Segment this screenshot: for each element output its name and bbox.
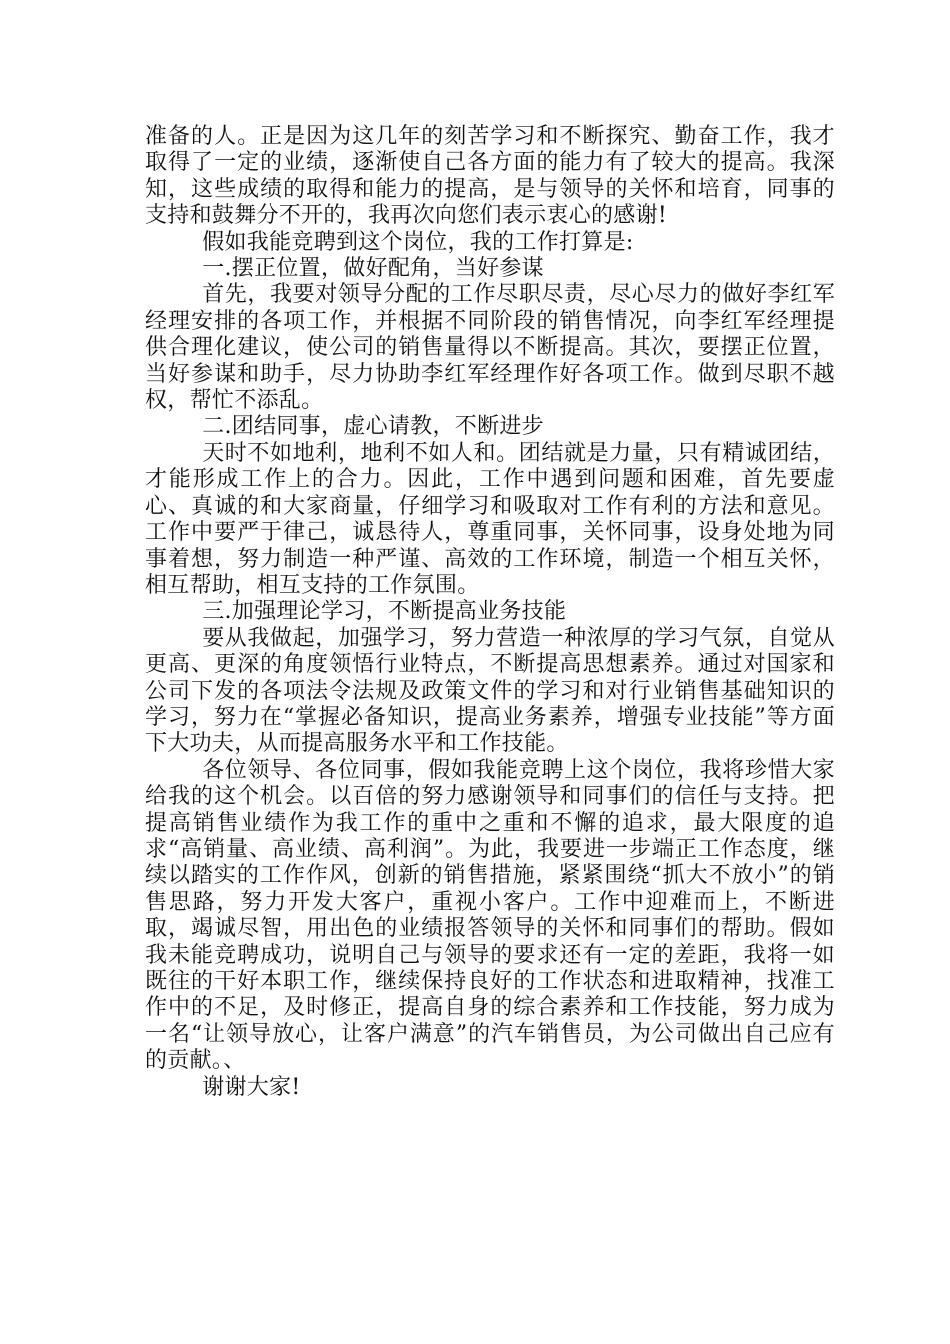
paragraph-thanks: 谢谢大家!: [202, 1074, 301, 1100]
section-heading-1: 一.摆正位置，做好配角，当好参谋: [202, 256, 544, 282]
paragraph-intro: 准备的人。正是因为这几年的刻苦学习和不断探究、勤奋工作，我才取得了一定的业绩，逐渐使自己各方面的能力有了较大的提高。我深知，这些成绩的取得和能力的提高，是与领导的关怀和培育，同事的支持和鼓舞分不开的，我再次向您们表示衷心的感谢!: [145, 124, 835, 229]
paragraph-section-3: 要从我做起，加强学习，努力营造一种浓厚的学习气氛，自觉从更高、更深的角度领悟行业特点，不断提高思想素养。通过对国家和公司下发的各项法令法规及政策文件的学习和对行业销售基础知识的学习，努力在“掌握必备知识，提高业务素养，增强专业技能”等方面下大功夫，从而提高服务水平和工作技能。: [145, 625, 835, 757]
paragraph-section-2: 天时不如地利，地利不如人和。团结就是力量，只有精诚团结，才能形成工作上的合力。因此，工作中遇到问题和困难，首先要虚心、真诚的和大家商量，仔细学习和吸取对工作有利的方法和意见。工作中要严于律己，诚恳待人，尊重同事，关怀同事，设身处地为同事着想，努力制造一种严谨、高效的工作环境，制造一个相互关怀，相互帮助，相互支持的工作氛围。: [145, 440, 835, 598]
section-heading-3: 三.加强理论学习，不断提高业务技能: [202, 599, 567, 625]
paragraph-conclusion: 各位领导、各位同事，假如我能竞聘上这个岗位，我将珍惜大家给我的这个机会。以百倍的努力感谢领导和同事们的信任与支持。把提高销售业绩作为我工作的重中之重和不懈的追求，最大限度的追求“高销量、高业绩、高利润”。为此，我要进一步端正工作态度，继续以踏实的工作作风，创新的销售措施，紧紧围绕“抓大不放小”的销售思路，努力开发大客户，重视小客户。工作中迎难而上，不断进取，竭诚尽智，用出色的业绩报答领导的关怀和同事们的帮助。假如我未能竞聘成功，说明自己与领导的要求还有一定的差距，我将一如既往的干好本职工作，继续保持良好的工作状态和进取精神，找准工作中的不足，及时修正，提高自身的综合素养和工作技能，努力成为一名“让领导放心，让客户满意”的汽车销售员，为公司做出自己应有的贡献。、: [145, 757, 835, 1074]
section-heading-2: 二.团结同事，虚心请教，不断进步: [202, 414, 544, 440]
paragraph-plan-intro: 假如我能竞聘到这个岗位，我的工作打算是:: [202, 229, 634, 255]
document-page: [145, 124, 835, 1101]
paragraph-section-1: 首先，我要对领导分配的工作尽职尽责，尽心尽力的做好李红军经理安排的各项工作，并根据不同阶段的销售情况，向李红军经理提供合理化建议，使公司的销售量得以不断提高。其次，要摆正位置，当好参谋和助手，尽力协助李红军经理作好各项工作。做到尽职不越权，帮忙不添乱。: [145, 282, 835, 414]
